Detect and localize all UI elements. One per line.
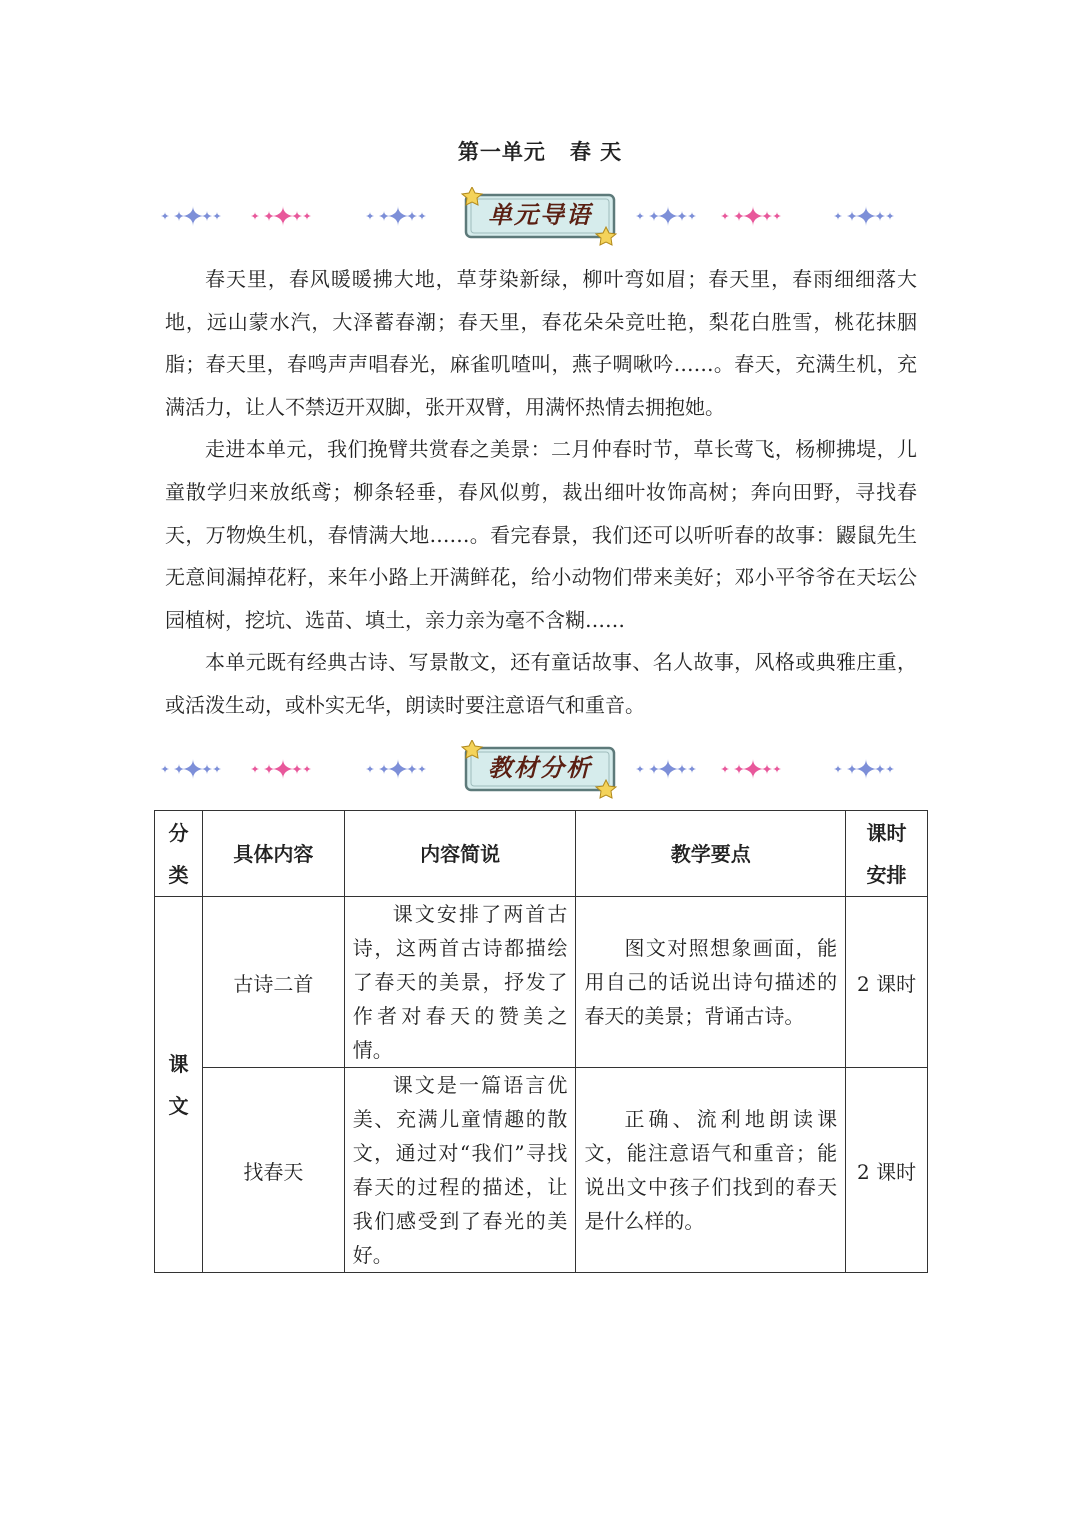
sparkle-icon [388, 206, 408, 226]
unit-title [0, 136, 1080, 166]
banner-label: 单元导语 [488, 200, 592, 229]
sparkle-icon [161, 212, 169, 220]
sparkle-icon [734, 211, 744, 221]
intro-paragraph: 走进本单元，我们挽臂共赏春之美景：二月仲春时节，草长莺飞，杨柳拂堤，儿童散学归来放纸鸢；柳条轻垂，春风似剪，裁出细叶妆饰高树；奔向田野，寻找春天，万物焕生机，春情满大地……。看完春景，我们还可以听听春的故事：鼹鼠先生无意间漏掉花籽，来年小路上开满鲜花，给小动物们带来美好；邓小平爷爷在天坛公园植树，挖坑、选苗、填土，亲力亲为毫不含糊…… [165, 437, 917, 632]
sparkle-icon [721, 765, 729, 773]
header-points: 教学要点 [576, 811, 846, 897]
section-banner-intro [160, 187, 920, 247]
sparkle-icon [264, 211, 274, 221]
hours-cell: 2 课时 [846, 897, 928, 1068]
points-cell: 正确、流利地朗读课文，能注意语气和重音；能说出文中孩子们找到的春天是什么样的。 [576, 1068, 846, 1273]
table-header-row [155, 811, 928, 897]
sparkle-icon [366, 765, 374, 773]
sparkle-icon [856, 759, 876, 779]
table-row [155, 897, 928, 1068]
sparkle-icon [407, 764, 417, 774]
content-cell: 古诗二首 [202, 897, 344, 1068]
analysis-table [154, 810, 928, 1273]
sparkle-icon [773, 765, 781, 773]
sparkle-icon [388, 759, 408, 779]
sparkle-icon [161, 765, 169, 773]
sparkle-icon [379, 764, 389, 774]
sparkle-icon [264, 764, 274, 774]
summary-cell: 课文安排了两首古诗，这两首古诗都描绘了春天的美景，抒发了作者对春天的赞美之情。 [344, 897, 576, 1068]
sparkle-icon [847, 211, 857, 221]
sparkle-icon [721, 212, 729, 220]
hours-cell: 2 课时 [846, 1068, 928, 1273]
header-summary: 内容简说 [344, 811, 576, 897]
summary-cell: 课文是一篇语言优美、充满儿童情趣的散文，通过对“我们”寻找春天的过程的描述，让我们感受到了春光的美好。 [344, 1068, 576, 1273]
sparkle-icon [407, 211, 417, 221]
sparkle-icon [213, 212, 221, 220]
sparkle-icon [773, 212, 781, 220]
sparkle-icon [688, 212, 696, 220]
intro-paragraph: 本单元既有经典古诗、写景散文，还有童话故事、名人故事，风格或典雅庄重，或活泼生动，或朴实无华，朗读时要注意语气和重音。 [165, 650, 917, 717]
points-cell: 图文对照想象画面，能用自己的话说出诗句描述的春天的美景；背诵古诗。 [576, 897, 846, 1068]
sparkle-icon [834, 212, 842, 220]
header-content: 具体内容 [202, 811, 344, 897]
sparkle-icon [658, 206, 678, 226]
sparkle-icon [174, 764, 184, 774]
sparkle-icon [847, 764, 857, 774]
sparkle-icon [273, 206, 293, 226]
sparkle-icon [875, 211, 885, 221]
sparkle-icon [303, 765, 311, 773]
sparkle-icon [762, 764, 772, 774]
intro-text [165, 258, 917, 727]
sparkle-icon [677, 764, 687, 774]
sparkle-icon [636, 765, 644, 773]
unit-title-number: 第一单元 [457, 139, 546, 164]
sparkle-icon [734, 764, 744, 774]
sparkle-icon [213, 765, 221, 773]
sparkle-icon [677, 211, 687, 221]
header-hours: 课时 安排 [846, 811, 928, 897]
sparkle-icon [292, 764, 302, 774]
content-cell: 找春天 [202, 1068, 344, 1273]
unit-title-theme: 春 天 [569, 139, 623, 164]
sparkle-icon [856, 206, 876, 226]
sparkle-icon [273, 759, 293, 779]
sparkle-icon [743, 759, 763, 779]
category-cell: 课 文 [155, 897, 203, 1273]
sparkle-icon [649, 764, 659, 774]
intro-paragraph: 春天里，春风暖暖拂大地，草芽染新绿，柳叶弯如眉；春天里，春雨细细落大地，远山蒙水汽，大泽蓄春潮；春天里，春花朵朵竞吐艳，梨花白胜雪，桃花抹胭脂；春天里，春鸣声声唱春光，麻雀叽喳叫，燕子啁啾吟……。春天，充满生机，充满活力，让人不禁迈开双脚，张开双臂，用满怀热情去拥抱她。 [165, 267, 917, 419]
sparkle-icon [292, 211, 302, 221]
sparkle-icon [886, 212, 894, 220]
sparkle-icon [875, 764, 885, 774]
sparkle-icon [303, 212, 311, 220]
sparkle-icon [418, 765, 426, 773]
sparkle-icon [658, 759, 678, 779]
sparkle-icon [202, 764, 212, 774]
sparkle-icon [649, 211, 659, 221]
banner-label: 教材分析 [488, 753, 592, 782]
sparkle-icon [418, 212, 426, 220]
sparkle-icon [379, 211, 389, 221]
sparkle-icon [366, 212, 374, 220]
sparkle-icon [743, 206, 763, 226]
sparkle-icon [762, 211, 772, 221]
sparkle-icon [688, 765, 696, 773]
sparkle-icon [251, 212, 259, 220]
sparkle-icon [174, 211, 184, 221]
sparkle-icon [886, 765, 894, 773]
sparkle-icon [202, 211, 212, 221]
sparkle-icon [183, 206, 203, 226]
sparkle-icon [834, 765, 842, 773]
sparkle-icon [636, 212, 644, 220]
header-category: 分 类 [155, 811, 203, 897]
table-row [155, 1068, 928, 1273]
sparkle-icon [183, 759, 203, 779]
section-banner-analysis [160, 740, 920, 800]
sparkle-icon [251, 765, 259, 773]
